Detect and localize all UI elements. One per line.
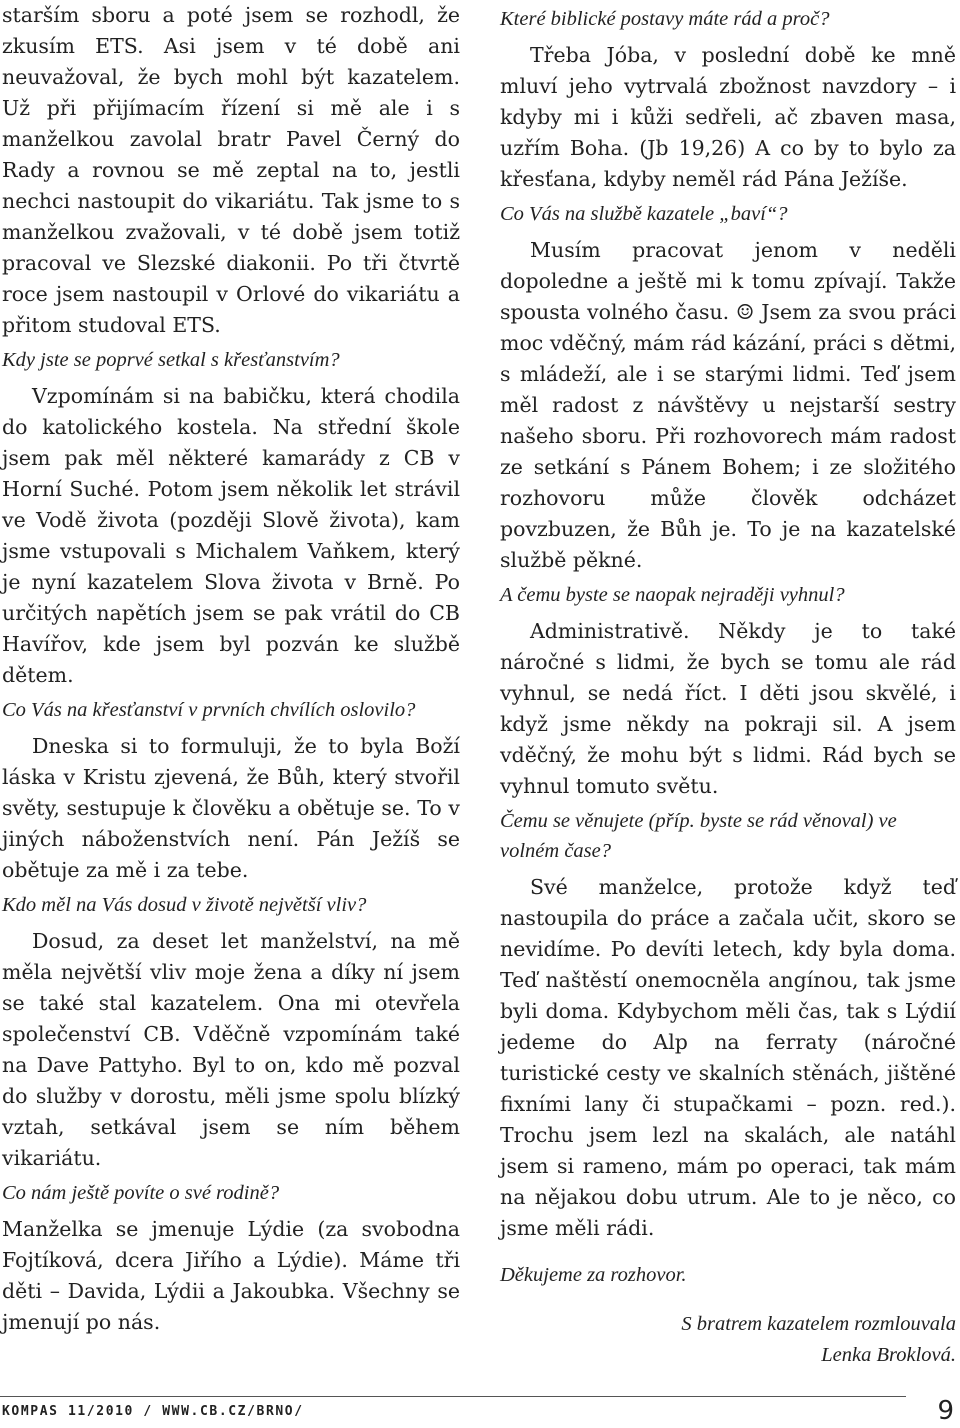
answer-paragraph: Manželka se jmenuje Lýdie (za svobodna Fojtíková, dcera Jiřího a Lýdie). Máme tři děti – Davida, Lýdii a Jakoubka. Všechny se jmenují po nás. (2, 1217, 460, 1334)
interview-question: Kdy jste se poprvé setkal s křesťanstvím? (2, 349, 340, 371)
answer-paragraph: Musím pracovat jenom v neděli dopoledne a ještě mi k tomu zpívají. Takže spousta volného času. ☺ Jsem za svou práci moc vděčný, mám rád kázání, práci s dětmi, s mládeží, ale i se starými lidmi. Teď jsem měl radost z návštěvy u nejstarší sestry našeho sboru. Při rozhovorech mám radost ze setkání s Pánem Bohem; i ze složitého rozhovoru může člověk odcházet povzbuzen, že Bůh je. To je na kazatelské službě pěkné. (500, 238, 956, 572)
answer-paragraph: Třeba Jóba, v poslední době ke mně mluví jeho vytrvalá zbožnost navzdory – i kdyby mi i kůži sedřeli, ač zbaven masa, uzřím Boha. (Jb 19,26) A co by to bylo za křesťana, kdyby neměl rád Pána Ježíše. (500, 43, 956, 191)
interview-signature (500, 1309, 956, 1371)
answer-paragraph: Dneska si to formuluji, že to byla Boží láska v Kristu zjevená, že Bůh, který stvořil světy, sestupuje k člověku a obětuje se. To v jiných náboženstvích není. Pán Ježíš se obětuje za mě i za tebe. (2, 734, 460, 882)
interview-question: Co Vás na službě kazatele „baví“? (500, 203, 788, 225)
answer-paragraph: Dosud, za deset let manželství, na mě měla největší vliv moje žena a díky ní jsem se také stal kazatelem. Ona mi otevřela společenství CB. Vděčně vzpomínám také na Dave Pattyho. Byl to on, kdo mě pozval do služby v dorostu, měli jsme spolu blízký vztah, setkával jsem se ním během vikariátu. (2, 929, 460, 1170)
page-footer (0, 1384, 960, 1428)
answer-paragraph: Vzpomínám si na babičku, která chodila do katolického kostela. Na střední škole jsem pak měl některé kamarády z CB v Horní Suché. Potom jsem několik let strávil ve Vodě života (později Slově života), kam jsme vstupovali s Michalem Vaňkem, který je nyní kazatelem Slova života v Brně. Po určitých napětích jsem se pak vrátil do CB Havířov, kde jsem byl pozván ke službě dětem. (2, 384, 460, 687)
footer-rule (0, 1396, 906, 1397)
interview-question: A čemu byste se naopak nejraději vyhnul? (500, 584, 845, 606)
interview-question: Co nám ještě povíte o své rodině? (2, 1182, 280, 1204)
answer-paragraph: Své manželce, protože když teď nastoupila do práce a začala učit, skoro se nevidíme. Po devíti letech, kdy byla doma. Teď naštěstí onemocněla angínou, tak jsme byli doma. Kdybychom měli čas, tak s Lýdií jedeme do Alp na ferraty (náročné turistické cesty ve skalních stěnách, jištěné fixními lany či stupačkami – pozn. red.). Trochu jsem lezl na skalách, ale natáhl jsem si rameno, mám po operaci, tak mám na nějakou dobu utrum. Ale to je něco, co jsme měli rádi. (500, 875, 956, 1240)
closing-thanks: Děkujeme za rozhovor. (500, 1264, 687, 1286)
answer-paragraph: starším sboru a poté jsem se rozhodl, že zkusím ETS. Asi jsem v té době ani neuvažoval, že bych mohl být kazatelem. Už při přijímacím řízení si mě ale i s manželkou zavolal bratr Pavel Černý do Rady a rovnou se mě zeptal na to, jestli nechci nastoupit do vikariátu. Tak jsme to s manželkou zvažovali, v té době jsem totiž pracoval ve Slezské diakonii. Po tři čtvrtě roce jsem nastoupil v Orlové do vikariátu a přitom studoval ETS. (2, 3, 460, 337)
left-column (2, 0, 460, 1338)
interview-question: Co Vás na křesťanství v prvních chvílích oslovilo? (2, 699, 416, 721)
interview-question: Které biblické postavy máte rád a proč? (500, 8, 830, 30)
signature-line: S bratrem kazatelem rozmlouvala (681, 1313, 956, 1335)
interview-question: Kdo měl na Vás dosud v životě největší vliv? (2, 894, 367, 916)
signature-line: Lenka Broklová. (821, 1344, 956, 1366)
interview-question: Čemu se věnujete (příp. byste se rád věnoval) ve volném čase? (500, 810, 897, 862)
page-number: 9 (937, 1396, 954, 1426)
footer-publication: KOMPAS 11/2010 / WWW.CB.CZ/BRNO/ (2, 1404, 304, 1419)
answer-paragraph: Administrativě. Někdy je to také náročné s lidmi, že bych se tomu ale rád vyhnul, se nedá říct. I děti jsou skvělé, i když jsme někdy na pokraji sil. A jsem vděčný, že mohu být s lidmi. Rád bych se vyhnul tomuto světu. (500, 619, 956, 798)
right-column (500, 0, 956, 1371)
